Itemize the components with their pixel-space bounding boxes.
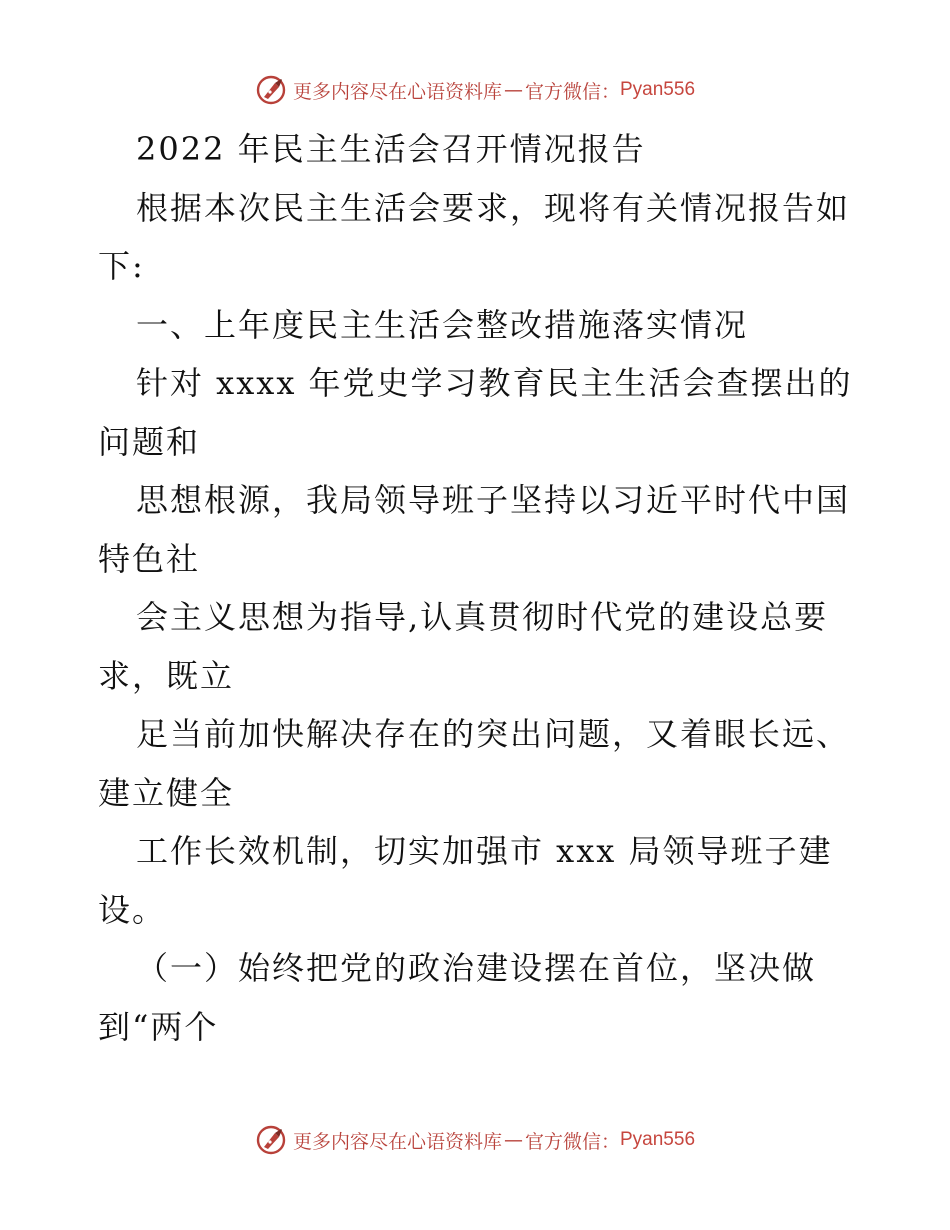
document-title: 2022 年民主生活会召开情况报告 — [136, 130, 646, 168]
watermark-handle: Pyan556 — [620, 1129, 696, 1150]
paragraph-line: 针对 xxxx 年党史学习教育民主生活会查摆出的 — [136, 364, 853, 402]
paragraph-line: 特色社 — [98, 539, 201, 578]
watermark-footer — [0, 1120, 950, 1160]
paragraph-line: 设。 — [98, 890, 167, 929]
watermark-handle: Pyan556 — [620, 79, 696, 100]
watermark-suffix-text: 官方微信： — [524, 1130, 620, 1153]
watermark-main-text: 更多内容尽在心语资料库 — [292, 1130, 502, 1153]
watermark-main-text: 更多内容尽在心语资料库 — [292, 80, 502, 103]
section-heading: 一、上年度民主生活会整改措施落实情况 — [136, 305, 749, 344]
fountain-pen-logo-icon — [255, 1124, 287, 1156]
paragraph-line: 问题和 — [98, 422, 201, 461]
subsection-heading: （一）始终把党的政治建设摆在首位，坚决做 — [136, 949, 817, 987]
document-body — [98, 120, 858, 1056]
paragraph-line: 会主义思想为指导,认真贯彻时代党的建设总要 — [136, 598, 829, 636]
paragraph-line: 到“两个 — [98, 1007, 219, 1046]
watermark-header — [0, 70, 950, 110]
watermark-suffix-text: 官方微信： — [524, 80, 620, 103]
fountain-pen-logo-icon — [255, 74, 287, 106]
watermark-dash: — — [503, 79, 523, 101]
paragraph-line: 下: — [98, 247, 145, 285]
paragraph-line: 根据本次民主生活会要求，现将有关情况报告如 — [136, 188, 851, 227]
watermark-dash: — — [503, 1129, 523, 1151]
paragraph-line: 求，既立 — [98, 656, 235, 695]
paragraph-line: 思想根源，我局领导班子坚持以习近平时代中国 — [136, 481, 851, 519]
paragraph-line: 工作长效机制，切实加强市 xxx 局领导班子建 — [136, 832, 833, 870]
paragraph-line: 建立健全 — [98, 773, 235, 812]
paragraph-line: 足当前加快解决存在的突出问题，又着眼长远、 — [136, 715, 851, 753]
